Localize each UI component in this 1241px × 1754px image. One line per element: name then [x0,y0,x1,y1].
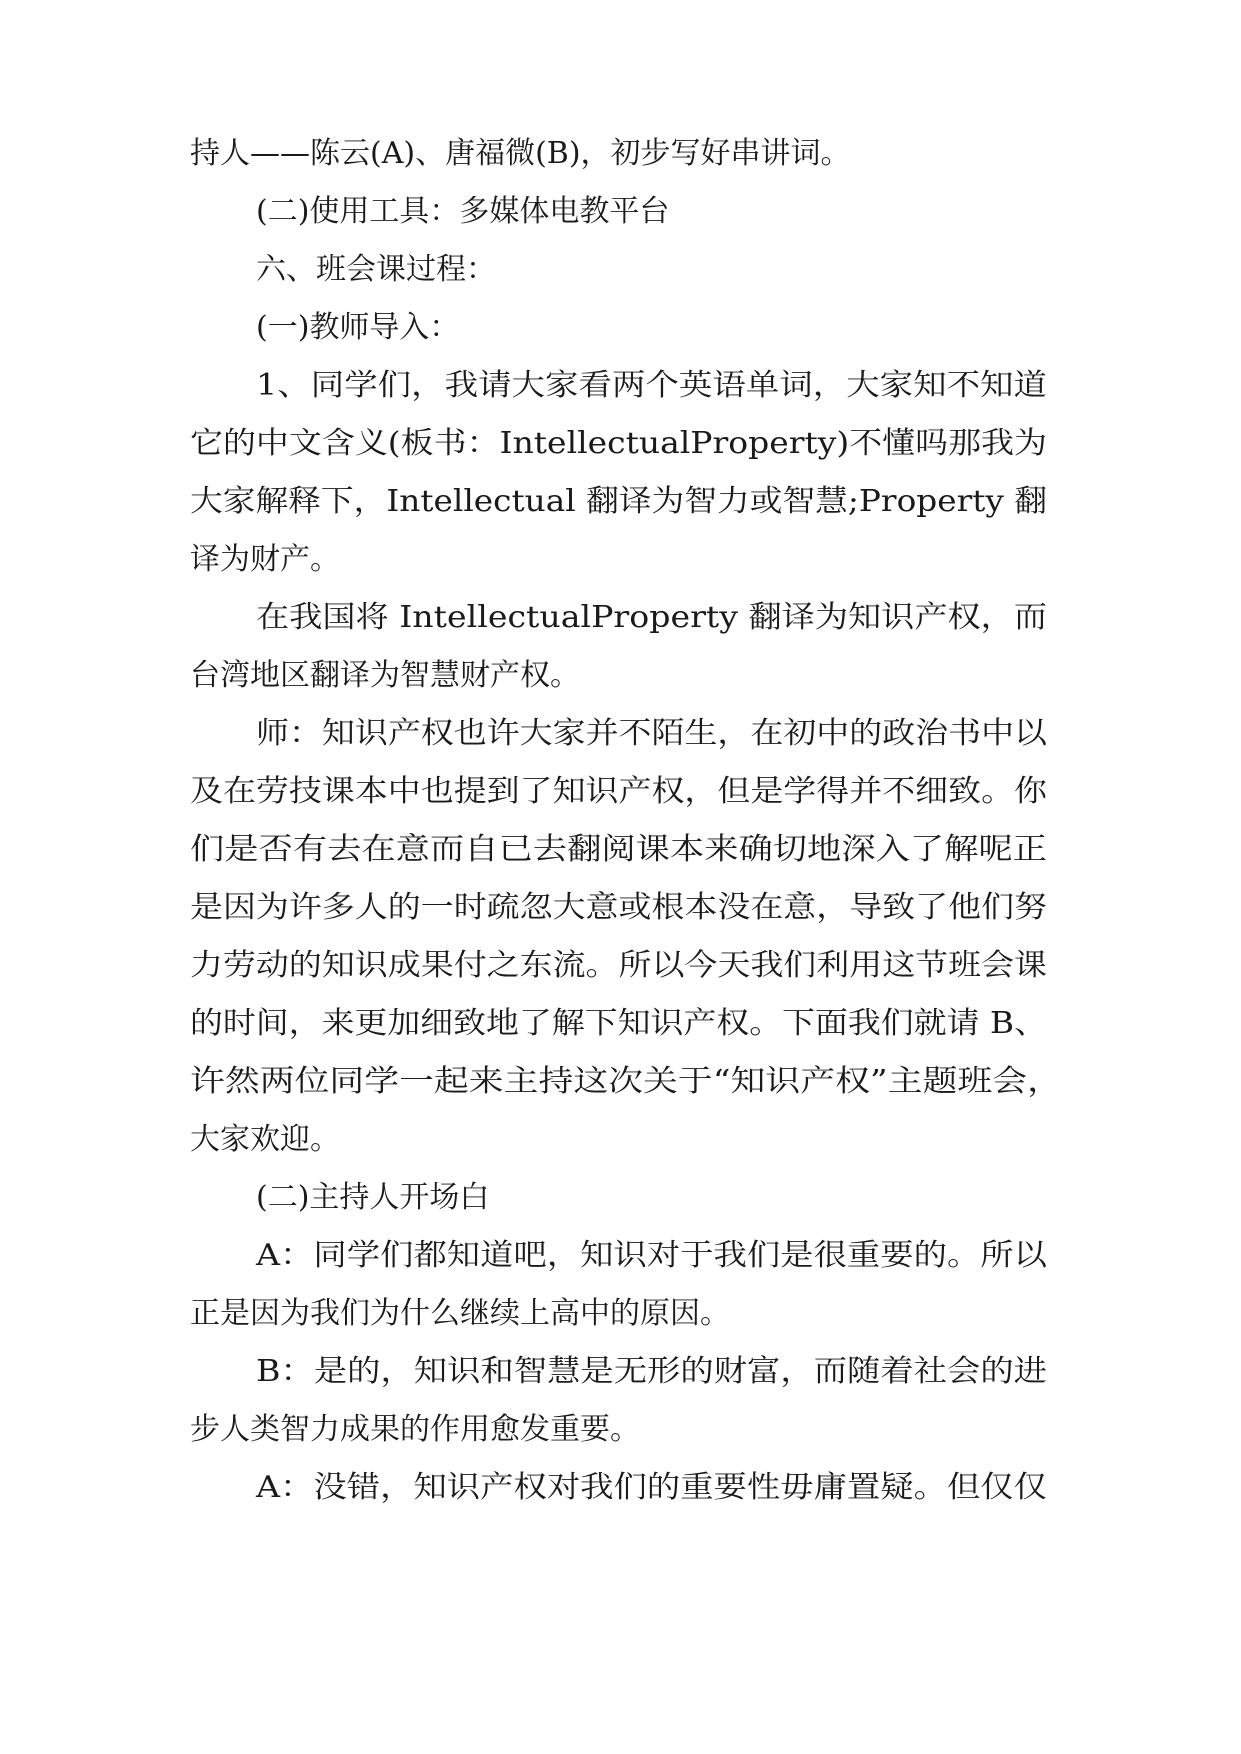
text-line: 步人类智力成果的作用愈发重要。 [190,1412,640,1447]
text-line: 译为财产。 [190,542,340,577]
text-line: B：是的，知识和智慧是无形的财富，而随着社会的进 [256,1354,1047,1389]
text-line: 大家欢迎。 [190,1122,340,1157]
text-line: 是因为许多人的一时疏忽大意或根本没在意，导致了他们努 [190,890,1047,925]
text-line: 在我国将 IntellectualProperty 翻译为知识产权，而 [256,600,1047,635]
text-line: 台湾地区翻译为智慧财产权。 [190,658,580,693]
text-line: 及在劳技课本中也提到了知识产权，但是学得并不细致。你 [190,774,1047,809]
text-line: 师：知识产权也许大家并不陌生，在初中的政治书中以 [256,716,1047,751]
text-line: 持人——陈云(A)、唐福微(B)，初步写好串讲词。 [190,136,851,171]
text-line: 六、班会课过程： [256,252,496,287]
text-line: 它的中文含义(板书：IntellectualProperty)不懂吗那我为 [190,426,1047,461]
text-line: A：同学们都知道吧，知识对于我们是很重要的。所以 [256,1238,1047,1273]
text-line: (二)主持人开场白 [256,1180,490,1215]
text-line: 的时间，来更加细致地了解下知识产权。下面我们就请 B、 [190,1006,1047,1041]
text-line: 们是否有去在意而自已去翻阅课本来确切地深入了解呢正 [190,832,1047,867]
text-line: 大家解释下，Intellectual 翻译为智力或智慧;Property 翻 [190,484,1047,519]
text-line: A：没错，知识产权对我们的重要性毋庸置疑。但仅仅 [256,1470,1047,1505]
text-line: 正是因为我们为什么继续上高中的原因。 [190,1296,730,1331]
text-line: 许然两位同学一起来主持这次关于“知识产权”主题班会， [190,1064,1062,1099]
text-line: 1、同学们，我请大家看两个英语单词，大家知不知道 [256,368,1047,403]
text-line: 力劳动的知识成果付之东流。所以今天我们利用这节班会课 [190,948,1047,983]
text-line: (一)教师导入： [256,310,460,345]
text-line: (二)使用工具：多媒体电教平台 [256,194,670,229]
